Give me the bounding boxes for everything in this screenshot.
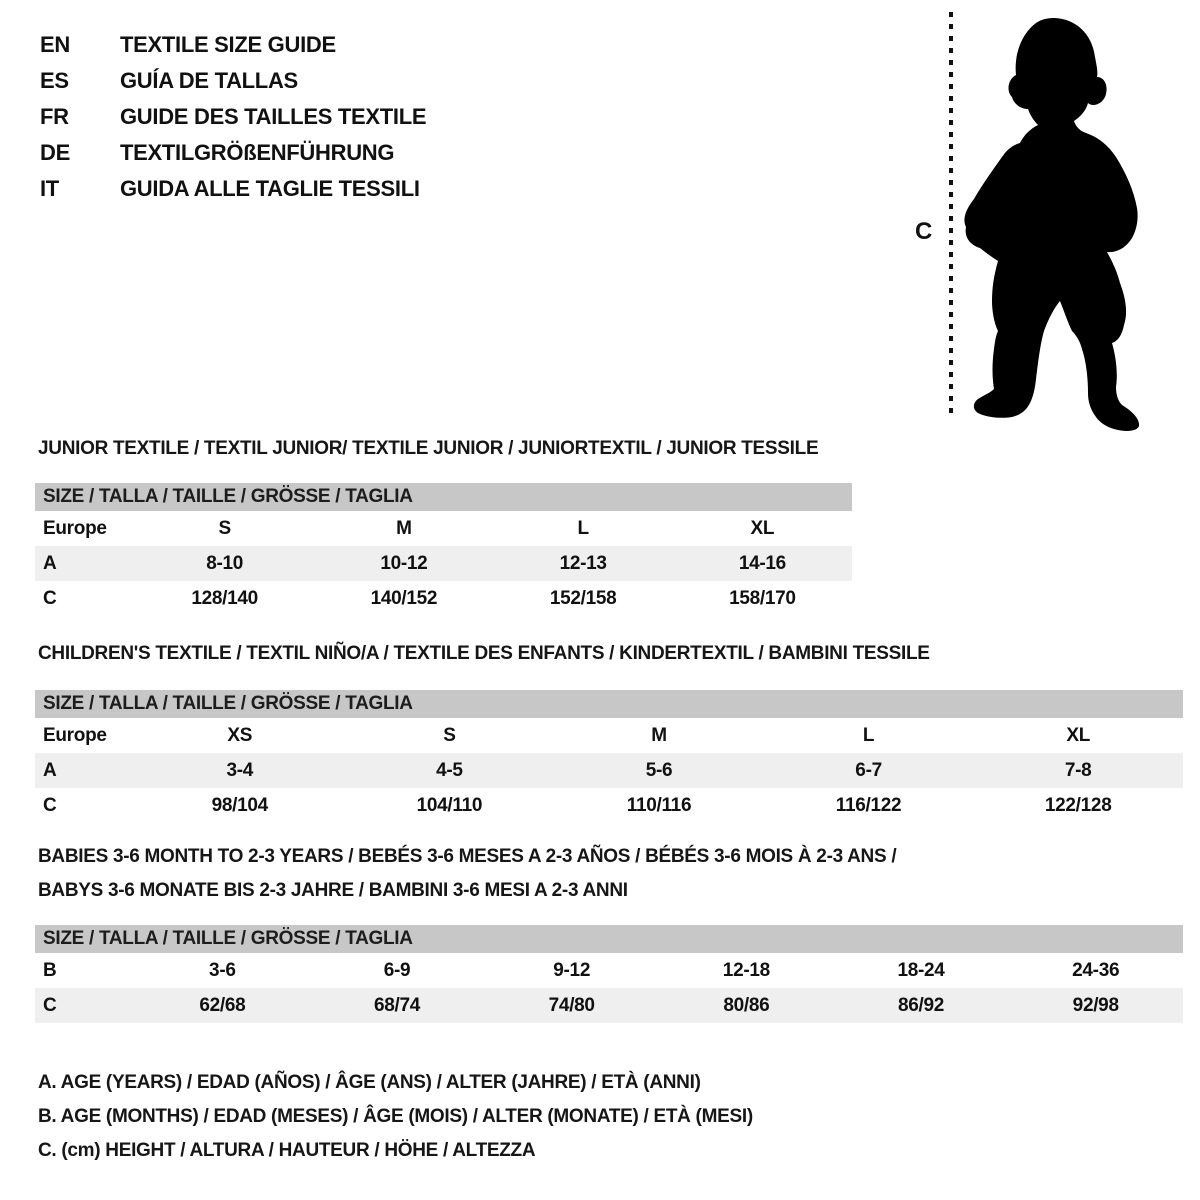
- height-cell: 140/152: [370, 587, 438, 609]
- table-row: [35, 788, 1183, 823]
- height-cell: 92/98: [1072, 994, 1119, 1016]
- language-row-de: [40, 140, 394, 166]
- language-title: GUÍA DE TALLAS: [120, 68, 298, 93]
- row-label: A: [43, 759, 57, 781]
- language-code: EN: [40, 32, 70, 57]
- language-title: GUIDA ALLE TAGLIE TESSILI: [120, 176, 420, 201]
- row-label: Europe: [43, 517, 107, 539]
- language-code: FR: [40, 104, 69, 129]
- table-row: [35, 753, 1183, 788]
- height-cell: 110/116: [626, 794, 692, 816]
- row-label: Europe: [43, 724, 107, 746]
- height-cell: 86/92: [898, 994, 945, 1016]
- babies-size-table: [35, 925, 1183, 1023]
- height-cell: 152/158: [549, 587, 617, 609]
- table-row: [35, 988, 1183, 1023]
- language-row-es: [40, 68, 298, 94]
- size-cell: S: [443, 724, 456, 746]
- language-row-en: [40, 32, 336, 58]
- row-label: B: [43, 959, 57, 981]
- age-cell: 6-7: [855, 759, 882, 781]
- table-header-children: SIZE / TALLA / TAILLE / GRÖSSE / TAGLIA: [35, 690, 1183, 718]
- section-title-babies-line2: BABYS 3-6 MONATE BIS 2-3 JAHRE / BAMBINI 3-6 MESI A 2-3 ANNI: [38, 880, 628, 901]
- age-cell: 8-10: [206, 552, 244, 574]
- age-cell: 18-24: [897, 959, 945, 981]
- age-cell: 5-6: [645, 759, 673, 781]
- table-row: [35, 953, 1183, 988]
- size-cell: XS: [227, 724, 253, 746]
- height-cell: 98/104: [211, 794, 268, 816]
- language-title: GUIDE DES TAILLES TEXTILE: [120, 104, 427, 129]
- language-code: ES: [40, 68, 69, 93]
- age-cell: 12-13: [559, 552, 607, 574]
- age-cell: 3-4: [226, 759, 254, 781]
- footnote-age-years: A. AGE (YEARS) / EDAD (AÑOS) / ÂGE (ANS) / ALTER (JAHRE) / ETÀ (ANNI): [38, 1072, 701, 1093]
- table-row: [35, 546, 852, 581]
- age-cell: 10-12: [380, 552, 428, 574]
- size-cell: L: [577, 517, 589, 539]
- size-cell: M: [396, 517, 412, 539]
- height-cell: 158/170: [729, 587, 796, 609]
- age-cell: 9-12: [553, 959, 591, 981]
- height-cell: 68/74: [373, 994, 421, 1016]
- row-label: A: [43, 552, 57, 574]
- children-size-table: [35, 690, 1183, 823]
- height-cell: 62/68: [199, 994, 246, 1016]
- table-header-junior: SIZE / TALLA / TAILLE / GRÖSSE / TAGLIA: [35, 483, 852, 511]
- height-measure-label: C: [915, 218, 933, 245]
- height-cell: 116/122: [835, 794, 902, 816]
- table-row: [35, 511, 852, 546]
- language-title: TEXTILE SIZE GUIDE: [120, 32, 336, 57]
- language-code: DE: [40, 140, 70, 165]
- age-cell: 14-16: [738, 552, 786, 574]
- section-title-babies-line1: BABIES 3-6 MONTH TO 2-3 YEARS / BEBÉS 3-6 MESES A 2-3 AÑOS / BÉBÉS 3-6 MOIS À 2-3 ANS /: [38, 846, 897, 867]
- age-cell: 12-18: [722, 959, 770, 981]
- age-cell: 7-8: [1064, 759, 1092, 781]
- size-cell: XL: [1066, 724, 1091, 746]
- height-cell: 104/110: [416, 794, 483, 816]
- age-cell: 24-36: [1072, 959, 1120, 981]
- size-cell: M: [651, 724, 667, 746]
- height-cell: 80/86: [723, 994, 770, 1016]
- footnote-age-months: B. AGE (MONTHS) / EDAD (MESES) / ÂGE (MOIS) / ALTER (MONATE) / ETÀ (MESI): [38, 1106, 753, 1127]
- junior-size-table: [35, 483, 852, 616]
- section-title-junior: JUNIOR TEXTILE / TEXTIL JUNIOR/ TEXTILE JUNIOR / JUNIORTEXTIL / JUNIOR TESSILE: [38, 438, 819, 459]
- height-cell: 128/140: [191, 587, 258, 609]
- toddler-silhouette-icon: [940, 5, 1180, 435]
- row-label: C: [43, 794, 57, 816]
- size-cell: XL: [750, 517, 775, 539]
- section-title-children: CHILDREN'S TEXTILE / TEXTIL NIÑO/A / TEXTILE DES ENFANTS / KINDERTEXTIL / BAMBINI TESSILE: [38, 643, 930, 664]
- language-row-it: [40, 176, 420, 202]
- age-cell: 6-9: [383, 959, 411, 981]
- language-code: IT: [40, 176, 59, 201]
- table-row: [35, 581, 852, 616]
- row-label: C: [43, 587, 57, 609]
- size-cell: L: [862, 724, 875, 746]
- age-cell: 3-6: [209, 959, 236, 981]
- table-row: [35, 718, 1183, 753]
- size-cell: S: [218, 517, 231, 539]
- language-row-fr: [40, 104, 426, 130]
- age-cell: 4-5: [436, 759, 463, 781]
- language-title: TEXTILGRÖßENFÜHRUNG: [120, 140, 395, 165]
- footnote-height-cm: C. (cm) HEIGHT / ALTURA / HAUTEUR / HÖHE / ALTEZZA: [38, 1140, 536, 1161]
- table-header-babies: SIZE / TALLA / TAILLE / GRÖSSE / TAGLIA: [35, 925, 1183, 953]
- height-cell: 74/80: [548, 994, 595, 1016]
- height-cell: 122/128: [1044, 794, 1112, 816]
- row-label: C: [43, 994, 57, 1016]
